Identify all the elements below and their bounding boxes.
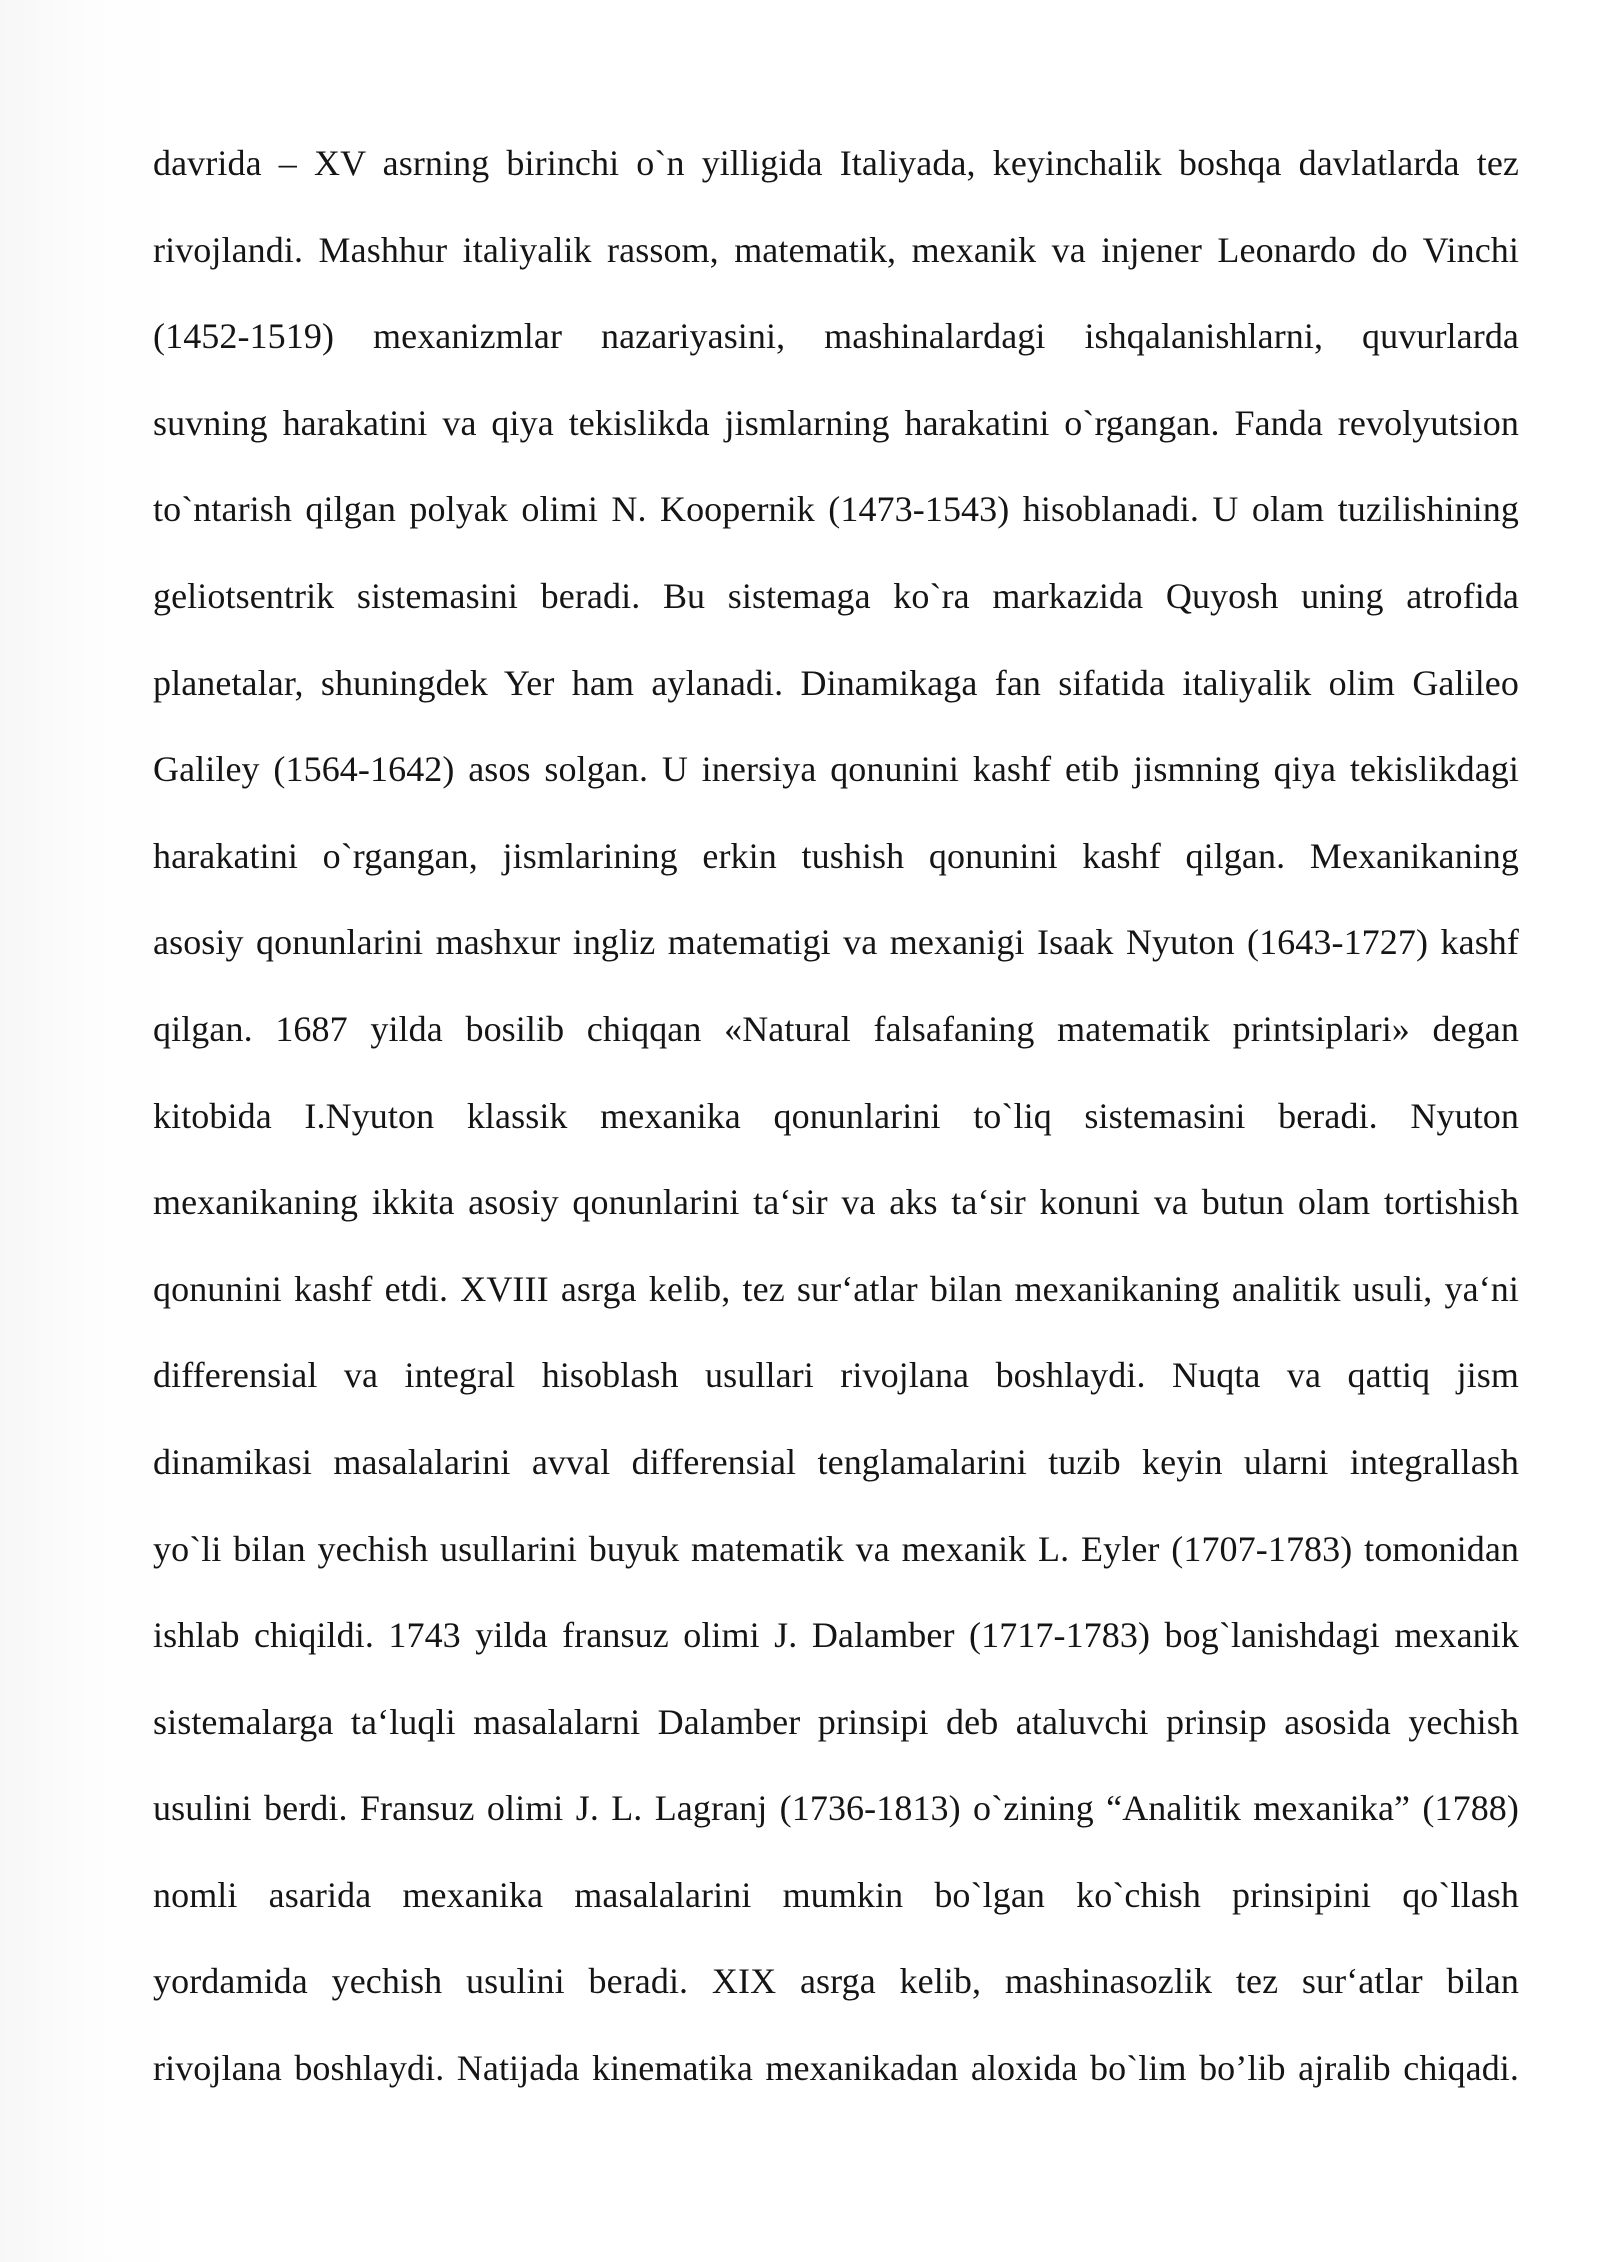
paragraph-line: ishlab chiqildi. 1743 yilda fransuz olimi J. Dalamber (1717-1783) bog`lanishdagi mexanik [153, 1615, 1519, 1656]
paragraph-line: rivojlandi. Mashhur italiyalik rassom, matematik, mexanik va injener Leonardo do Vinchi [153, 229, 1519, 270]
paragraph-line: sistemalarga ta‘luqli masalalarni Dalamber prinsipi deb ataluvchi prinsip asosida yechish [153, 1701, 1519, 1742]
paragraph-line: rivojlana boshlaydi. Natijada kinematika mexanikadan aloxida bo`lim bo’lib ajralib chiqadi. [153, 2048, 1519, 2089]
paragraph-line: geliotsentrik sistemasini beradi. Bu sistemaga ko`ra markazida Quyosh uning atrofida [153, 575, 1519, 616]
paragraph-line: to`ntarish qilgan polyak olimi N. Koopernik (1473-1543) hisoblanadi. U olam tuzilishining [153, 489, 1519, 530]
paragraph-text-block [153, 120, 1519, 2112]
paragraph-line: yo`li bilan yechish usullarini buyuk matematik va mexanik L. Eyler (1707-1783) tomonidan [153, 1528, 1519, 1569]
paragraph-line: asosiy qonunlarini mashxur ingliz matematigi va mexanigi Isaak Nyuton (1643-1727) kashf [153, 922, 1519, 963]
paragraph-line: qilgan. 1687 yilda bosilib chiqqan «Natural falsafaning matematik printsiplari» degan [153, 1008, 1519, 1049]
paragraph-line: dinamikasi masalalarini avval differensial tenglamalarini tuzib keyin ularni integrallash [153, 1441, 1519, 1482]
paragraph-line: planetalar, shuningdek Yer ham aylanadi. Dinamikaga fan sifatida italiyalik olim Galileo [153, 662, 1519, 703]
paragraph-line: mexanikaning ikkita asosiy qonunlarini ta‘sir va aks ta‘sir konuni va butun olam tortishish [153, 1182, 1519, 1223]
paragraph-line: usulini berdi. Fransuz olimi J. L. Lagranj (1736-1813) o`zining “Analitik mexanika” (1788) [153, 1788, 1519, 1829]
paragraph-line: kitobida I.Nyuton klassik mexanika qonunlarini to`liq sistemasini beradi. Nyuton [153, 1095, 1519, 1136]
paragraph-line: suvning harakatini va qiya tekislikda jismlarning harakatini o`rgangan. Fanda revolyutsion [153, 402, 1519, 443]
paragraph-line: qonunini kashf etdi. XVIII asrga kelib, tez sur‘atlar bilan mexanikaning analitik usuli, ya‘ni [153, 1268, 1519, 1309]
paragraph-line: nomli asarida mexanika masalalarini mumkin bo`lgan ko`chish prinsipini qo`llash [153, 1874, 1519, 1915]
paragraph-line: harakatini o`rgangan, jismlarining erkin tushish qonunini kashf qilgan. Mexanikaning [153, 835, 1519, 876]
paragraph-line: davrida – XV asrning birinchi o`n yilligida Italiyada, keyinchalik boshqa davlatlarda tez [153, 143, 1519, 183]
paragraph-line: Galiley (1564-1642) asos solgan. U inersiya qonunini kashf etib jismning qiya tekislikdagi [153, 749, 1519, 790]
paragraph-line: yordamida yechish usulini beradi. XIX asrga kelib, mashinasozlik tez sur‘atlar bilan [153, 1961, 1519, 2002]
paragraph-line: (1452-1519) mexanizmlar nazariyasini, mashinalardagi ishqalanishlarni, quvurlarda [153, 316, 1519, 357]
paragraph-line: differensial va integral hisoblash usullari rivojlana boshlaydi. Nuqta va qattiq jism [153, 1355, 1519, 1396]
